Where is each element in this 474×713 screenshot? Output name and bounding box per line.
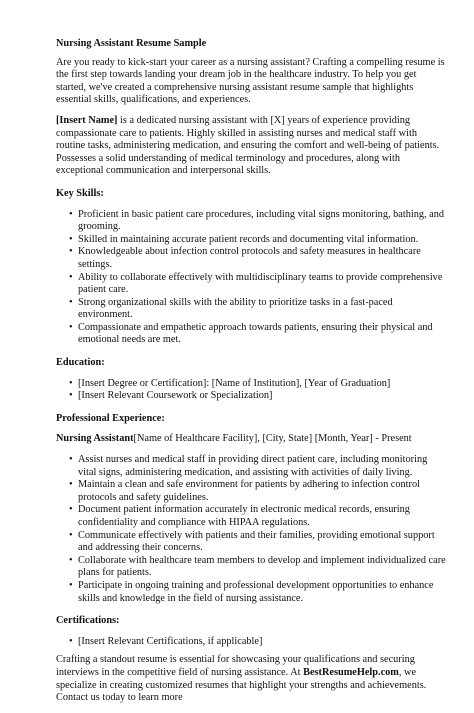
list-item: • Maintain a clean and safe environment for patients by adhering to infection control protocols and safety guidelines. — [78, 479, 448, 504]
list-item: • Assist nurses and medical staff in providing direct patient care, including monitoring vital signs, administering medication, and assisting with activities of daily living. — [78, 454, 448, 479]
experience-heading: Professional Experience: — [56, 412, 165, 424]
list-item: • Skilled in maintaining accurate patient records and documenting vital information. — [78, 234, 448, 247]
list-item: • [Insert Relevant Certifications, if applicable] — [78, 636, 448, 649]
list-item: • Document patient information accurately in electronic medical records, ensuring confidentiality and compliance with HIPAA regulations. — [78, 504, 448, 529]
list-item: • Compassionate and empathetic approach towards patients, ensuring their physical and emotional needs are met. — [78, 322, 448, 347]
experience-list — [56, 454, 448, 605]
skills-list — [56, 209, 448, 348]
closing-text-start: Crafting a standout resume is essential for showcasing your qualifications and securing interviews in the competitive field of nursing assistance. At — [56, 654, 415, 678]
education-list — [56, 378, 448, 403]
certifications-heading: Certifications: — [56, 615, 120, 627]
closing-text-end: , we specialize in creating customized resumes that highlight your strengths and achievements. Contact us today to learn more — [56, 666, 427, 704]
name-placeholder: [Insert Name] — [56, 114, 118, 126]
summary-paragraph — [56, 115, 448, 178]
list-item: • Knowledgeable about infection control protocols and safety measures in healthcare settings. — [78, 246, 448, 271]
education-heading: Education: — [56, 357, 105, 369]
list-item: • Collaborate with healthcare team members to develop and implement individualized care plans for patients. — [78, 555, 448, 580]
list-item: • Ability to collaborate effectively with multidisciplinary teams to provide comprehensive patient care. — [78, 272, 448, 297]
list-item: • Proficient in basic patient care procedures, including vital signs monitoring, bathing, and grooming. — [78, 209, 448, 234]
brand-name: BestResumeHelp.com — [303, 666, 399, 678]
list-item: • Communicate effectively with patients and their families, providing emotional support and addressing their concerns. — [78, 530, 448, 555]
intro-paragraph: Are you ready to kick-start your career as a nursing assistant? Crafting a compelling resume is the first step towards landing your dream job in the healthcare industry. To help you get started, we've created a comprehensive nursing assistant resume sample that highlights essential skills, qualifications, and experiences. — [56, 56, 445, 106]
list-item: • [Insert Degree or Certification]: [Name of Institution], [Year of Graduation] — [78, 378, 448, 391]
job-details: [Name of Healthcare Facility], [City, State] [Month, Year] - Present — [133, 433, 412, 445]
list-item: • Strong organizational skills with the ability to prioritize tasks in a fast-paced environment. — [78, 297, 448, 322]
certifications-list — [56, 636, 448, 649]
job-line — [56, 433, 448, 446]
list-item: • [Insert Relevant Coursework or Specialization] — [78, 390, 448, 403]
skills-heading: Key Skills: — [56, 187, 104, 199]
summary-text: is a dedicated nursing assistant with [X] years of experience providing compassionate care to patients. Highly skilled in assisting nurses and medical staff with routine tasks, administering medication, and ensuring the comfort and well-being of patients. Possesses a solid understanding of medical terminology and procedures, along with exceptional communication and interpersonal skills. — [56, 114, 440, 177]
job-title: Nursing Assistant — [56, 433, 134, 445]
list-item: • Participate in ongoing training and professional development opportunities to enhance skills and knowledge in the field of nursing assistance. — [78, 580, 448, 605]
closing-paragraph — [56, 654, 448, 704]
page-title: Nursing Assistant Resume Sample — [56, 38, 207, 49]
resume-document — [56, 38, 448, 713]
